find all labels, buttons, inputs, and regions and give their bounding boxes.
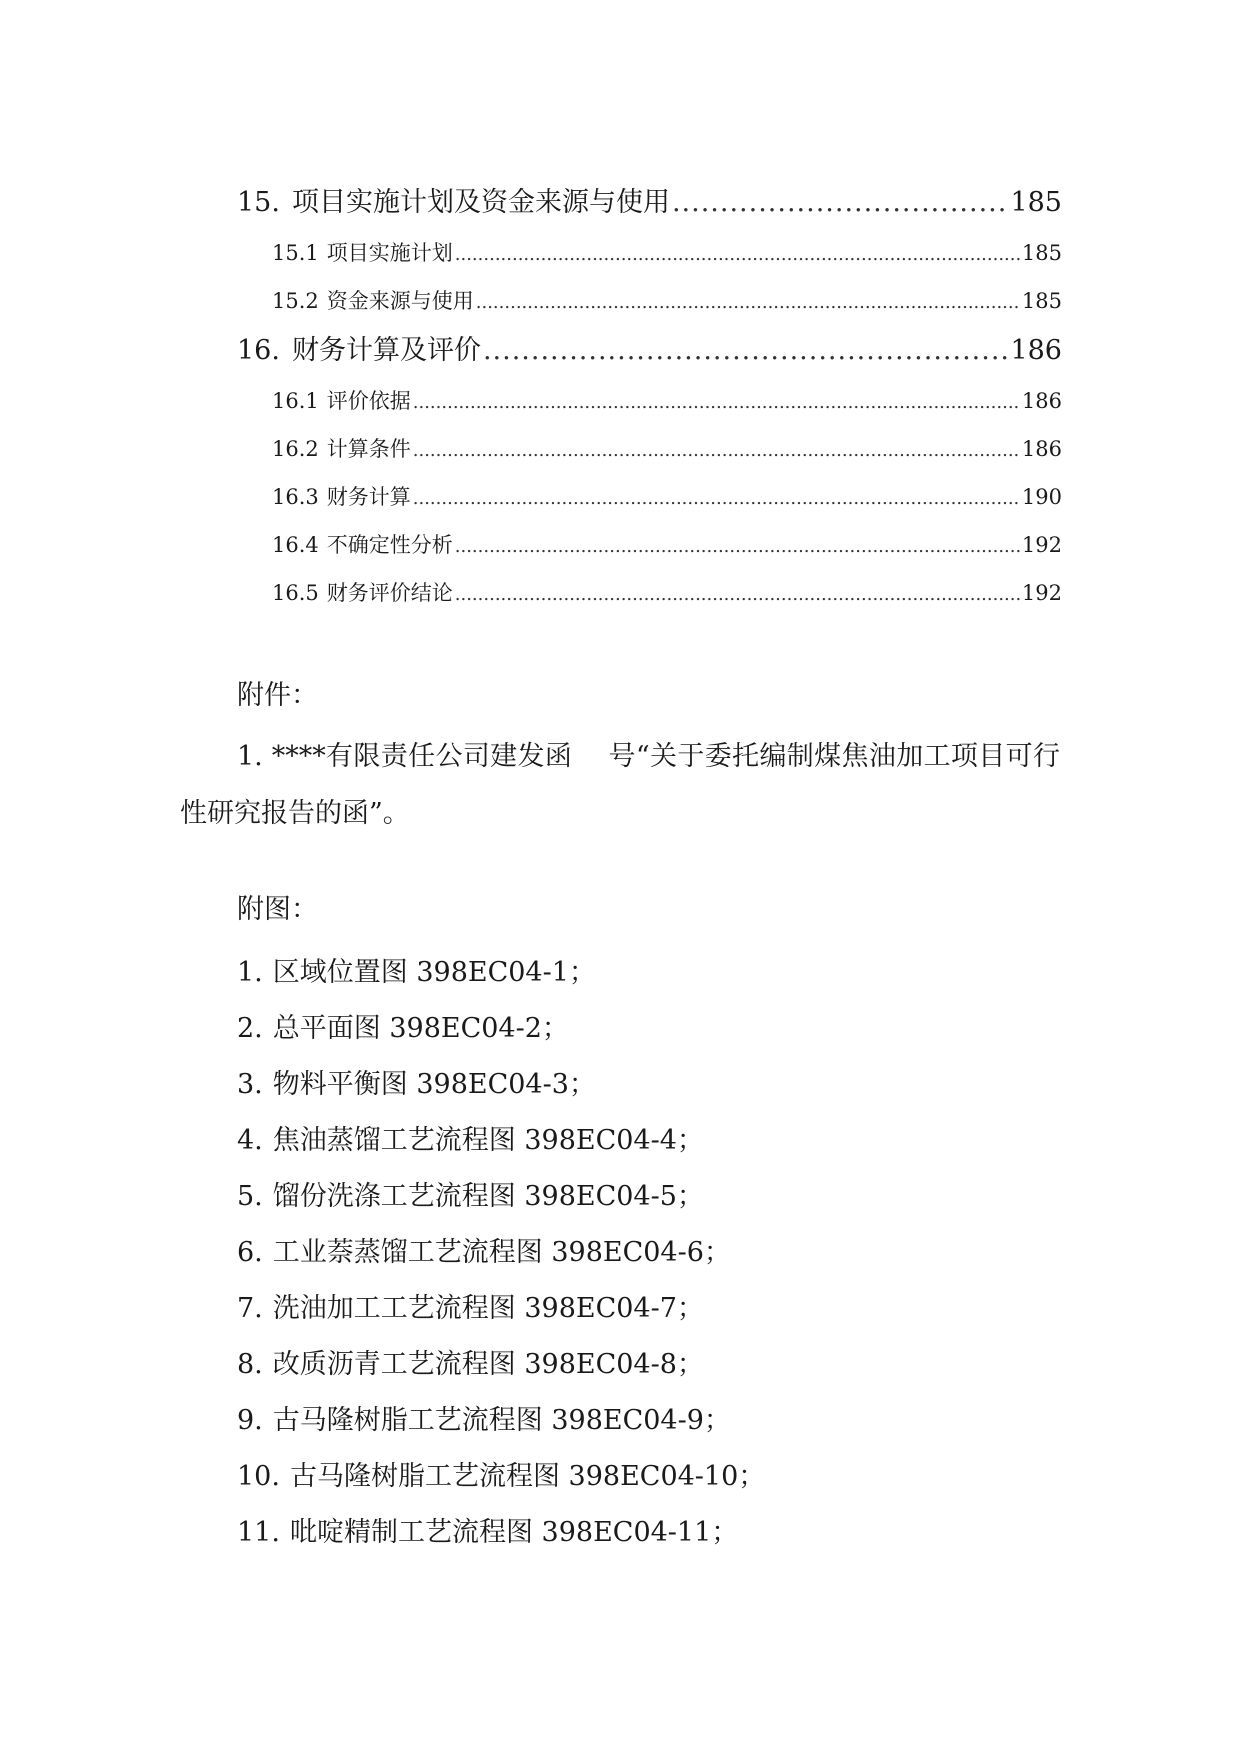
figure-number: 11. [237,1517,280,1548]
figure-item [237,1113,1057,1169]
toc-entry-number: 16.1 [272,389,319,413]
figure-item [237,1337,1057,1393]
figure-number: 10. [237,1461,280,1492]
figure-item [237,1169,1057,1225]
figure-item [237,1505,1057,1561]
toc-entry[interactable] [237,569,1062,617]
figure-number: 8. [237,1349,263,1380]
toc-entry-title: 项目实施计划及资金来源与使用 [291,187,670,218]
figure-number: 4. [237,1125,263,1156]
toc-entry[interactable] [237,325,1062,377]
figure-item [237,1281,1057,1337]
figure-title: 改质沥青工艺流程图 398EC04-8； [272,1349,704,1380]
toc-entry-title: 项目实施计划 [326,241,453,265]
attachments-heading: 附件： [237,680,318,711]
toc-entry-page: 192 [1021,533,1062,557]
toc-leader-dots [413,379,1020,427]
toc-entry[interactable] [237,521,1062,569]
toc-leader-dots [455,231,1020,279]
toc-leader-dots [413,427,1020,475]
toc-entry-page: 186 [1010,335,1062,366]
figures-section [180,890,1060,930]
toc-leader-dots [483,325,1009,377]
figure-list [237,945,1057,1561]
toc-entry-number: 16. [237,335,280,366]
toc-entry-number: 15.1 [272,241,319,265]
toc-entry-page: 185 [1021,289,1062,313]
toc-entry[interactable] [237,229,1062,277]
toc-entry[interactable] [237,425,1062,473]
toc-entry-number: 16.5 [272,581,319,605]
figure-number: 1. [237,957,263,988]
toc-entry-title: 不确定性分析 [326,533,453,557]
figure-number: 6. [237,1237,263,1268]
figure-number: 5. [237,1181,263,1212]
toc-entry-title: 资金来源与使用 [326,289,474,313]
figure-title: 洗油加工工艺流程图 398EC04-7； [272,1293,704,1324]
toc-entry-page: 192 [1021,581,1062,605]
toc-entry-number: 16.2 [272,437,319,461]
toc-entry[interactable] [237,473,1062,521]
toc-entry-number: 15.2 [272,289,319,313]
figures-heading: 附图： [237,894,318,925]
attachments-section [180,676,1060,842]
toc-entry-page: 185 [1021,241,1062,265]
figure-item [237,1057,1057,1113]
figure-title: 馏份洗涤工艺流程图 398EC04-5； [272,1181,704,1212]
toc-leader-dots [672,177,1009,229]
table-of-contents [237,177,1062,617]
figure-title: 古马隆树脂工艺流程图 398EC04-9； [272,1405,731,1436]
toc-entry-title: 财务计算及评价 [291,335,481,366]
figure-title: 区域位置图 398EC04-1； [272,957,596,988]
figure-number: 7. [237,1293,263,1324]
figure-item [237,1001,1057,1057]
toc-entry-page: 190 [1021,485,1062,509]
toc-entry[interactable] [237,177,1062,229]
toc-entry-page: 186 [1021,437,1062,461]
toc-entry-title: 财务评价结论 [326,581,453,605]
figure-title: 古马隆树脂工艺流程图 398EC04-10； [289,1461,766,1492]
toc-entry-number: 16.4 [272,533,319,557]
toc-entry-number: 16.3 [272,485,319,509]
toc-entry-page: 185 [1010,187,1062,218]
toc-leader-dots [455,523,1020,571]
figure-title: 吡啶精制工艺流程图 398EC04-11； [289,1517,739,1548]
toc-entry[interactable] [237,277,1062,325]
figure-item [237,1393,1057,1449]
attachment-item: 1. ****有限责任公司建发函 号“关于委托编制煤焦油加工项目可行性研究报告的函”。 [180,741,1060,829]
figure-item [237,1449,1057,1505]
figure-title: 物料平衡图 398EC04-3； [272,1069,596,1100]
toc-entry-title: 计算条件 [326,437,411,461]
toc-entry[interactable] [237,377,1062,425]
toc-entry-number: 15. [237,187,280,218]
figure-title: 总平面图 398EC04-2； [272,1013,569,1044]
figure-number: 3. [237,1069,263,1100]
toc-leader-dots [476,279,1020,327]
figure-number: 9. [237,1405,263,1436]
toc-leader-dots [455,571,1020,619]
figure-item [237,945,1057,1001]
figure-number: 2. [237,1013,263,1044]
toc-entry-title: 评价依据 [326,389,411,413]
toc-leader-dots [413,475,1020,523]
toc-entry-page: 186 [1021,389,1062,413]
toc-entry-title: 财务计算 [326,485,411,509]
figure-title: 焦油蒸馏工艺流程图 398EC04-4； [272,1125,704,1156]
figure-item [237,1225,1057,1281]
figure-title: 工业萘蒸馏工艺流程图 398EC04-6； [272,1237,731,1268]
